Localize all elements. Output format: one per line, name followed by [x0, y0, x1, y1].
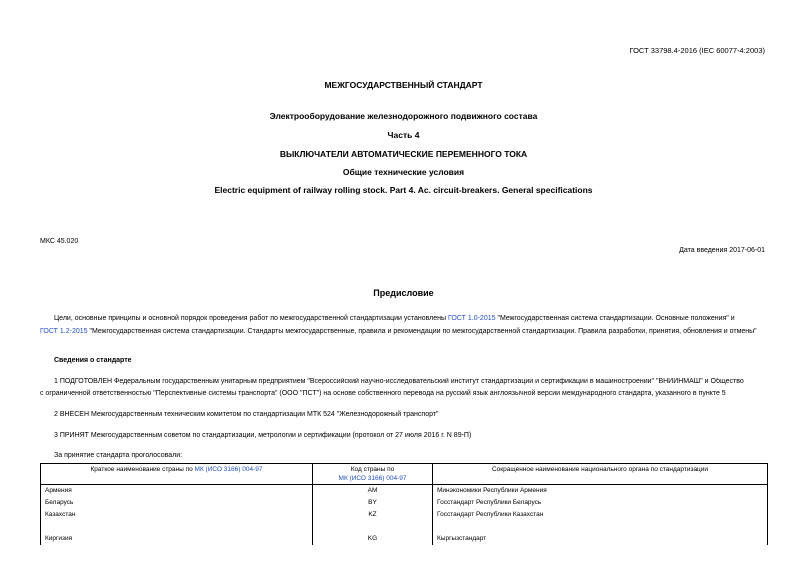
- body-cell: Госстандарт Республики Беларусь: [433, 497, 768, 509]
- gost-1-0-link[interactable]: ГОСТ 1.0-2015: [447, 315, 496, 322]
- subject-title: Электрооборудование железнодорожного подвижного состава: [269, 111, 538, 121]
- code-cell: [313, 521, 433, 533]
- item-1-line-1: 1 ПОДГОТОВЛЕН Федеральным государственным унитарным предприятием "Всероссийский научно-исследовательский институт стандартизации и сертификации в машиностроении" "ВНИИНМАШ" и Общество: [54, 378, 744, 385]
- table-row: [41, 533, 768, 545]
- country-cell: Беларусь: [41, 497, 313, 509]
- countries-table: [40, 463, 768, 545]
- intro-date: Дата введения 2017-06-01: [679, 247, 765, 254]
- country-cell: Казахстан: [41, 509, 313, 521]
- body-cell: [433, 521, 768, 533]
- item-3: 3 ПРИНЯТ Межгосударственным советом по стандартизации, метрологии и сертификации (протокол от 27 июля 2016 г. N 89-П): [54, 432, 472, 439]
- item-1-line-2: с ограниченной ответственностью "Перспективные системы транспорта" (ООО "ПСТ") на основе собственного перевода на русский язык англоязычной версии международного стандарта, указанного в пункте 5: [40, 390, 726, 397]
- table-header-row: [41, 464, 768, 485]
- header-body: Сокращенное наименование национального органа по стандартизации: [433, 464, 768, 485]
- body-cell: Кыргызстандарт: [433, 533, 768, 545]
- table-row: [41, 509, 768, 521]
- item-2: 2 ВНЕСЕН Межгосударственным техническим комитетом по стандартизации МТК 524 "Железнодорожный транспорт": [54, 411, 439, 418]
- mk-iso-link[interactable]: МК (ИСО 3166) 004-97: [194, 466, 263, 473]
- code-cell: BY: [313, 497, 433, 509]
- standard-title: МЕЖГОСУДАРСТВЕННЫЙ СТАНДАРТ: [324, 80, 483, 90]
- foreword-paragraph: [40, 313, 768, 338]
- header-country: Краткое наименование страны по МК (ИСО 3166) 004-97: [41, 464, 313, 485]
- about-standard-heading: Сведения о стандарте: [54, 357, 132, 364]
- name-title: ВЫКЛЮЧАТЕЛИ АВТОМАТИЧЕСКИЕ ПЕРЕМЕННОГО ТОКА: [279, 149, 528, 159]
- country-cell: Киргизия: [41, 533, 313, 545]
- table-row: [41, 521, 768, 533]
- foreword-text-2: "Межгосударственная система стандартизации. Основные положения" и: [495, 315, 735, 322]
- mks-code: МКС 45.020: [40, 238, 79, 245]
- voted-label: За принятие стандарта проголосовали:: [54, 452, 183, 459]
- mk-iso-code-link[interactable]: МК (ИСО 3166) 004-97: [338, 475, 407, 482]
- table-row: [41, 485, 768, 498]
- foreword-text-3: "Межгосударственная система стандартизации. Стандарты межгосударственные, правила и рекомендации по межгосударственной стандартизации. Правила разработки, принятия, обновления и отмены": [87, 327, 757, 335]
- header-code: Код страны по МК (ИСО 3166) 004-97: [313, 464, 433, 485]
- code-cell: KG: [313, 533, 433, 545]
- foreword-text-1: Цели, основные принципы и основной порядок проведения работ по межгосударственной стандартизации установлены: [54, 315, 448, 322]
- body-cell: Госстандарт Республики Казахстан: [433, 509, 768, 521]
- foreword-heading: Предисловие: [373, 288, 434, 298]
- code-cell: KZ: [313, 509, 433, 521]
- table-row: [41, 497, 768, 509]
- english-title: Electric equipment of railway rolling stock. Part 4. Ac. circuit-breakers. General specifications: [214, 185, 593, 195]
- conditions-title: Общие технические условия: [342, 167, 465, 177]
- document-code: ГОСТ 33798.4-2016 (IEC 60077-4:2003): [629, 46, 765, 55]
- body-cell: Минэкономики Республики Армения: [433, 485, 768, 498]
- country-cell: Армения: [41, 485, 313, 498]
- part-title: Часть 4: [387, 130, 420, 140]
- country-cell: [41, 521, 313, 533]
- gost-1-2-link[interactable]: ГОСТ 1.2-2015: [40, 327, 88, 335]
- code-cell: AM: [313, 485, 433, 498]
